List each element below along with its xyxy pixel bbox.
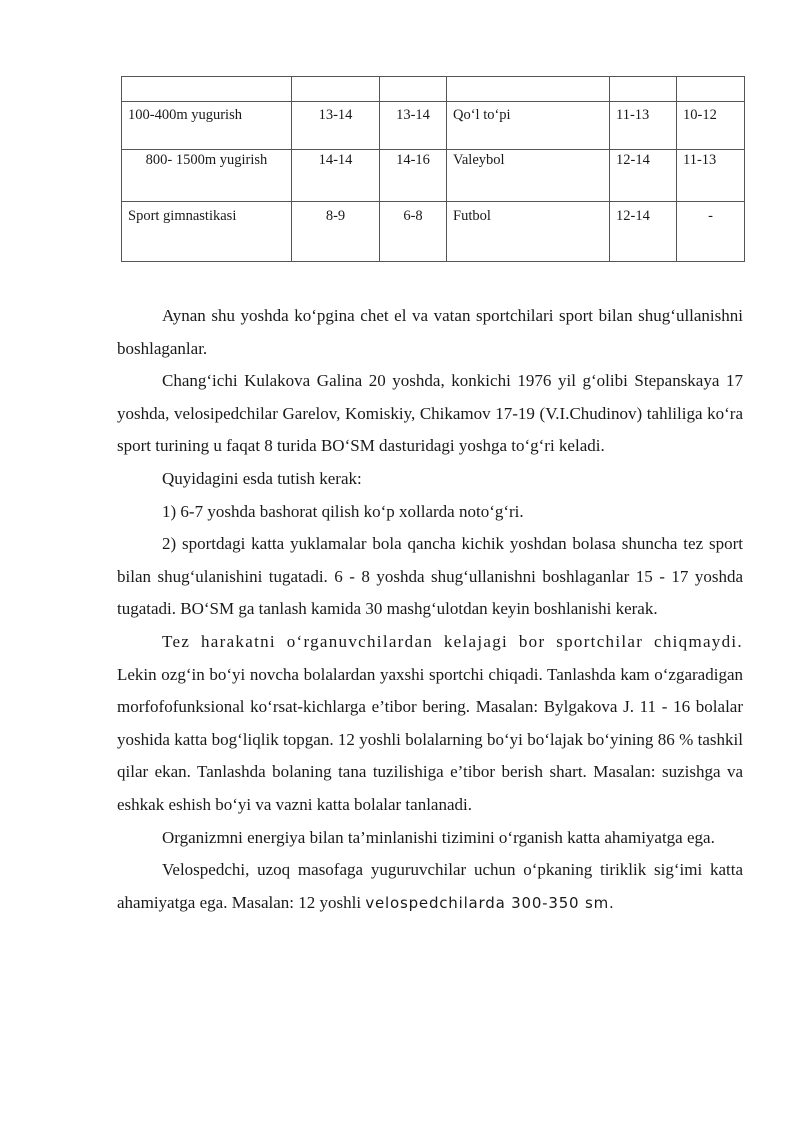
table-cell: 8-9 — [292, 202, 380, 262]
paragraph: Aynan shu yoshda ko‘pgina chet el va vatan sportchilari sport bilan shug‘ullanishni boshlaganlar. — [117, 306, 743, 358]
table-cell: 10-12 — [677, 102, 745, 150]
sport-age-table — [121, 76, 745, 262]
paragraph-text: Lekin ozg‘in bo‘yi novcha bolalardan yaxshi sportchi chiqadi. Tanlashda kam o‘zgaradigan morfofofunksional ko‘rsat-kichlarga e’tibor bering. Masalan: Bylgakova J. 11 - 16 bolalar yoshida katta bog‘liqlik topgan. 12 yoshli bolalarning bo‘yi bo‘lajak bo‘yining 86 % tashkil qilar ekan. Tanlashda bolaning tana tuzilishiga e’tibor berish shart. Masalan: suzishga va eshkak eshish bo‘yi va vazni katta bolalar tanlanadi. — [117, 664, 743, 814]
table-cell — [677, 77, 745, 102]
paragraph: 1) 6-7 yoshda bashorat qilish ko‘p xollarda noto‘g‘ri. — [162, 501, 524, 521]
paragraph: 2) sportdagi katta yuklamalar bola qancha kichik yoshdan bolasa shuncha tez sport bilan shug‘ulanishini tugatadi. 6 - 8 yoshda shug‘ullanishni boshlaganlar 15 - 17 yoshda tugatadi. BO‘SM ga tanlash kamida 30 mashg‘ulotdan keyin boshlanishi kerak. — [117, 534, 743, 619]
table-cell: Sport gimnastikasi — [122, 202, 292, 262]
body-text — [117, 300, 743, 919]
paragraph — [117, 854, 743, 919]
table-cell: 6-8 — [380, 202, 447, 262]
table-row — [122, 150, 745, 202]
table-header-row — [122, 77, 745, 102]
table-cell — [447, 77, 610, 102]
table-cell: 11-13 — [610, 102, 677, 150]
paragraph-text: Velospedchi, uzoq masofaga yuguruvchilar uchun o‘pkaning tiriklik sig‘imi katta ahamiyatga ega. Masalan: 12 yoshli — [117, 860, 743, 912]
table-cell: 14-14 — [292, 150, 380, 202]
table-cell: 12-14 — [610, 202, 677, 262]
table-row — [122, 202, 745, 262]
table-cell: - — [677, 202, 745, 262]
table-row — [122, 102, 745, 150]
table-cell: Valeybol — [447, 150, 610, 202]
spaced-text: Tez harakatni o‘rganuvchilardan kelajagi bor sportchilar chiqmaydi. — [162, 631, 743, 651]
paragraph: Organizmni energiya bilan ta’minlanishi tizimini o‘rganish katta ahamiyatga ega. — [162, 827, 715, 847]
table-cell — [122, 77, 292, 102]
table-cell: 100-400m yugurish — [122, 102, 292, 150]
table-cell: 14-16 — [380, 150, 447, 202]
table-cell: 13-14 — [380, 102, 447, 150]
table-cell: 13-14 — [292, 102, 380, 150]
table-cell: Qo‘l to‘pi — [447, 102, 610, 150]
table-cell: 12-14 — [610, 150, 677, 202]
table-cell: 11-13 — [677, 150, 745, 202]
table-cell: 800- 1500m yugirish — [122, 150, 292, 202]
table-cell — [292, 77, 380, 102]
table-cell — [610, 77, 677, 102]
paragraph: Quyidagini esda tutish kerak: — [162, 468, 362, 488]
table-cell — [380, 77, 447, 102]
spaced-text: velospedchilarda 300-350 sm. — [365, 893, 615, 912]
paragraph — [117, 626, 743, 822]
paragraph: Chang‘ichi Kulakova Galina 20 yoshda, konkichi 1976 yil g‘olibi Stepanskaya 17 yoshda, velosipedchilar Garelov, Komiskiy, Chikamov 17-19 (V.I.Chudinov) tahliliga ko‘ra sport turining u faqat 8 turida BO‘SM dasturidagi yoshga to‘g‘ri keladi. — [117, 371, 743, 456]
table-cell: Futbol — [447, 202, 610, 262]
